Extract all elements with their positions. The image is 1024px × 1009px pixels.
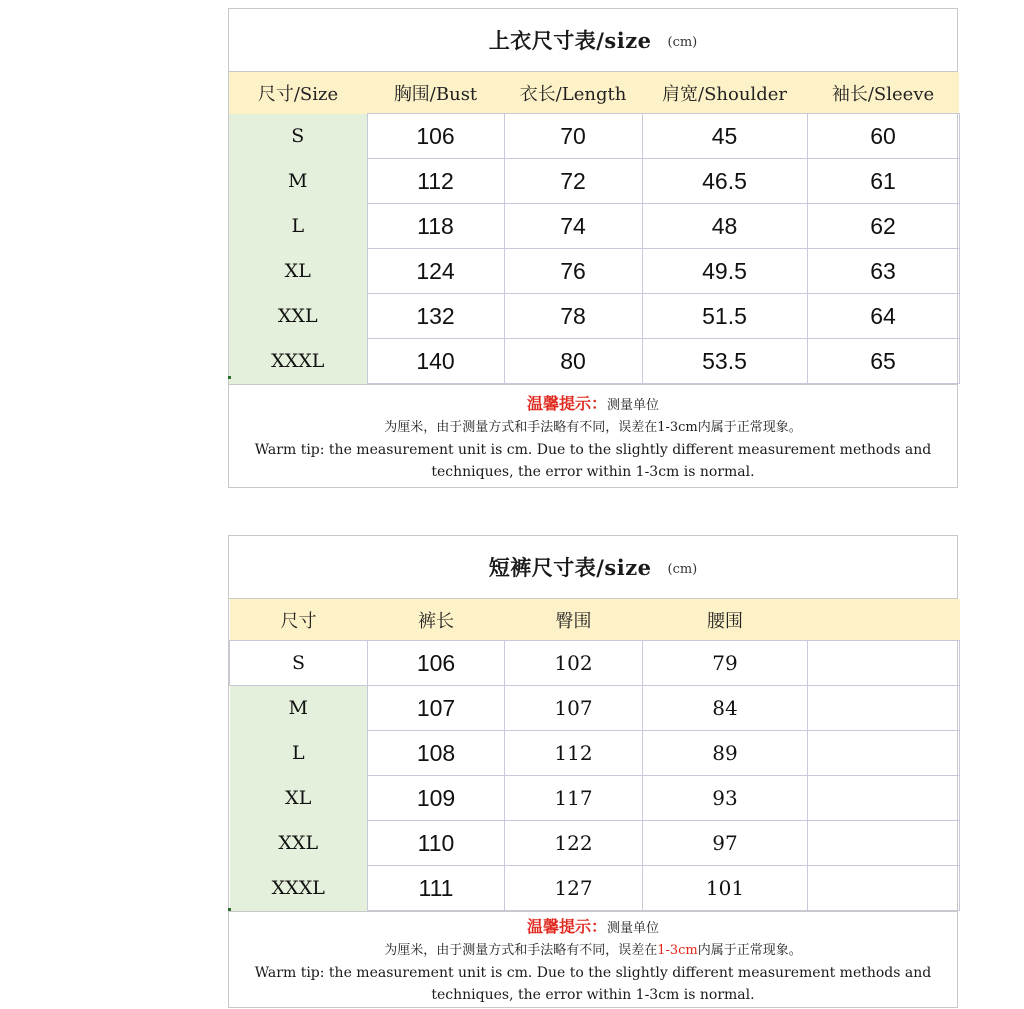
hip-cell: 102 [505, 641, 643, 686]
table-row [230, 731, 960, 776]
waist-cell: 97 [643, 821, 808, 866]
size-cell: M [229, 159, 367, 204]
pants-length-cell: 111 [368, 866, 505, 911]
length-cell: 76 [504, 249, 642, 294]
sleeve-cell: 62 [807, 204, 959, 249]
shoulder-cell: 49.5 [642, 249, 807, 294]
bottom-table-header-row [230, 599, 960, 641]
table-row [229, 339, 959, 384]
size-cell: XL [230, 776, 368, 821]
header-hip: 臀围 [505, 599, 643, 641]
header-empty [808, 599, 960, 641]
table-row [229, 159, 959, 204]
header-waist: 腰围 [643, 599, 808, 641]
tip-en-line-1: Warm tip: the measurement unit is cm. Due to the slightly different measurement methods and [254, 965, 932, 981]
shoulder-cell: 45 [642, 114, 807, 159]
waist-cell: 89 [643, 731, 808, 776]
table-row [229, 249, 959, 294]
hip-cell: 112 [505, 731, 643, 776]
waist-cell: 79 [643, 641, 808, 686]
sleeve-cell: 61 [807, 159, 959, 204]
tip-line-1 [229, 916, 957, 940]
table-row [229, 204, 959, 249]
table-row [230, 686, 960, 731]
tip-en-line-2: techniques, the error within 1-3cm is normal. [431, 987, 755, 1003]
top-table-header-row [229, 72, 959, 114]
shoulder-cell: 53.5 [642, 339, 807, 384]
length-cell: 74 [504, 204, 642, 249]
empty-cell [808, 731, 960, 776]
size-cell: M [230, 686, 368, 731]
length-cell: 80 [504, 339, 642, 384]
table-row [230, 641, 960, 686]
table-row [229, 294, 959, 339]
size-cell: L [229, 204, 367, 249]
length-cell: 70 [504, 114, 642, 159]
sleeve-cell: 60 [807, 114, 959, 159]
tip-cn-part-b: 内属于正常现象。 [697, 943, 802, 958]
header-sleeve: 袖长/Sleeve [807, 72, 959, 114]
table-row [230, 866, 960, 911]
top-chart-title-row [229, 9, 957, 72]
bottom-size-chart [228, 535, 958, 1008]
empty-cell [808, 821, 960, 866]
header-bust: 胸围/Bust [367, 72, 504, 114]
bust-cell: 140 [367, 339, 504, 384]
bottom-size-table [229, 599, 960, 911]
length-cell: 72 [504, 159, 642, 204]
size-cell: XXXL [229, 339, 367, 384]
pants-length-cell: 107 [368, 686, 505, 731]
empty-cell [808, 776, 960, 821]
hip-cell: 127 [505, 866, 643, 911]
size-cell: L [230, 731, 368, 776]
size-cell: XXL [229, 294, 367, 339]
bust-cell: 118 [367, 204, 504, 249]
size-cell: S [230, 641, 368, 686]
hip-cell: 107 [505, 686, 643, 731]
tip-en-line-1: Warm tip: the measurement unit is cm. Due to the slightly different measurement methods and [254, 442, 932, 458]
bottom-warm-tip [229, 911, 957, 1006]
pants-length-cell: 108 [368, 731, 505, 776]
size-cell: S [229, 114, 367, 159]
tip-cn-unit: 测量单位 [607, 921, 660, 936]
bottom-chart-title: 短裤尺寸表/size [488, 555, 652, 580]
sleeve-cell: 63 [807, 249, 959, 294]
hip-cell: 117 [505, 776, 643, 821]
table-row [230, 821, 960, 866]
bust-cell: 124 [367, 249, 504, 294]
corner-marker [228, 376, 231, 379]
sleeve-cell: 64 [807, 294, 959, 339]
header-pants-length: 裤长 [368, 599, 505, 641]
sleeve-cell: 65 [807, 339, 959, 384]
bottom-chart-unit: (cm) [667, 561, 698, 577]
top-size-chart [228, 8, 958, 488]
top-chart-title: 上衣尺寸表/size [488, 28, 652, 53]
empty-cell [808, 641, 960, 686]
pants-length-cell: 106 [368, 641, 505, 686]
top-warm-tip [229, 384, 957, 483]
header-size: 尺寸/Size [229, 72, 367, 114]
shoulder-cell: 46.5 [642, 159, 807, 204]
tip-cn-line: 为厘米，由于测量方式和手法略有不同，误差在1-3cm内属于正常现象。 [384, 420, 802, 435]
waist-cell: 84 [643, 686, 808, 731]
hip-cell: 122 [505, 821, 643, 866]
empty-cell [808, 866, 960, 911]
size-cell: XL [229, 249, 367, 294]
bust-cell: 112 [367, 159, 504, 204]
pants-length-cell: 109 [368, 776, 505, 821]
warm-tip-label: 温馨提示： [526, 917, 607, 936]
shoulder-cell: 48 [642, 204, 807, 249]
warm-tip-label: 温馨提示： [526, 394, 607, 413]
tip-line-1 [229, 393, 957, 417]
top-chart-unit: (cm) [667, 34, 698, 50]
corner-marker [228, 908, 231, 911]
bust-cell: 106 [367, 114, 504, 159]
table-row [229, 114, 959, 159]
bust-cell: 132 [367, 294, 504, 339]
bottom-chart-title-row [229, 536, 957, 599]
size-cell: XXXL [230, 866, 368, 911]
waist-cell: 93 [643, 776, 808, 821]
tip-cn-error-range: 1-3cm [657, 943, 698, 958]
length-cell: 78 [504, 294, 642, 339]
waist-cell: 101 [643, 866, 808, 911]
tip-en-line-2: techniques, the error within 1-3cm is normal. [431, 464, 755, 480]
shoulder-cell: 51.5 [642, 294, 807, 339]
tip-cn-unit: 测量单位 [607, 398, 660, 413]
size-cell: XXL [230, 821, 368, 866]
header-size: 尺寸 [230, 599, 368, 641]
top-size-table [229, 72, 960, 384]
tip-cn-line [229, 940, 957, 962]
empty-cell [808, 686, 960, 731]
header-length: 衣长/Length [504, 72, 642, 114]
table-row [230, 776, 960, 821]
pants-length-cell: 110 [368, 821, 505, 866]
header-shoulder: 肩宽/Shoulder [642, 72, 807, 114]
tip-cn-part-a: 为厘米，由于测量方式和手法略有不同，误差在 [384, 943, 658, 958]
